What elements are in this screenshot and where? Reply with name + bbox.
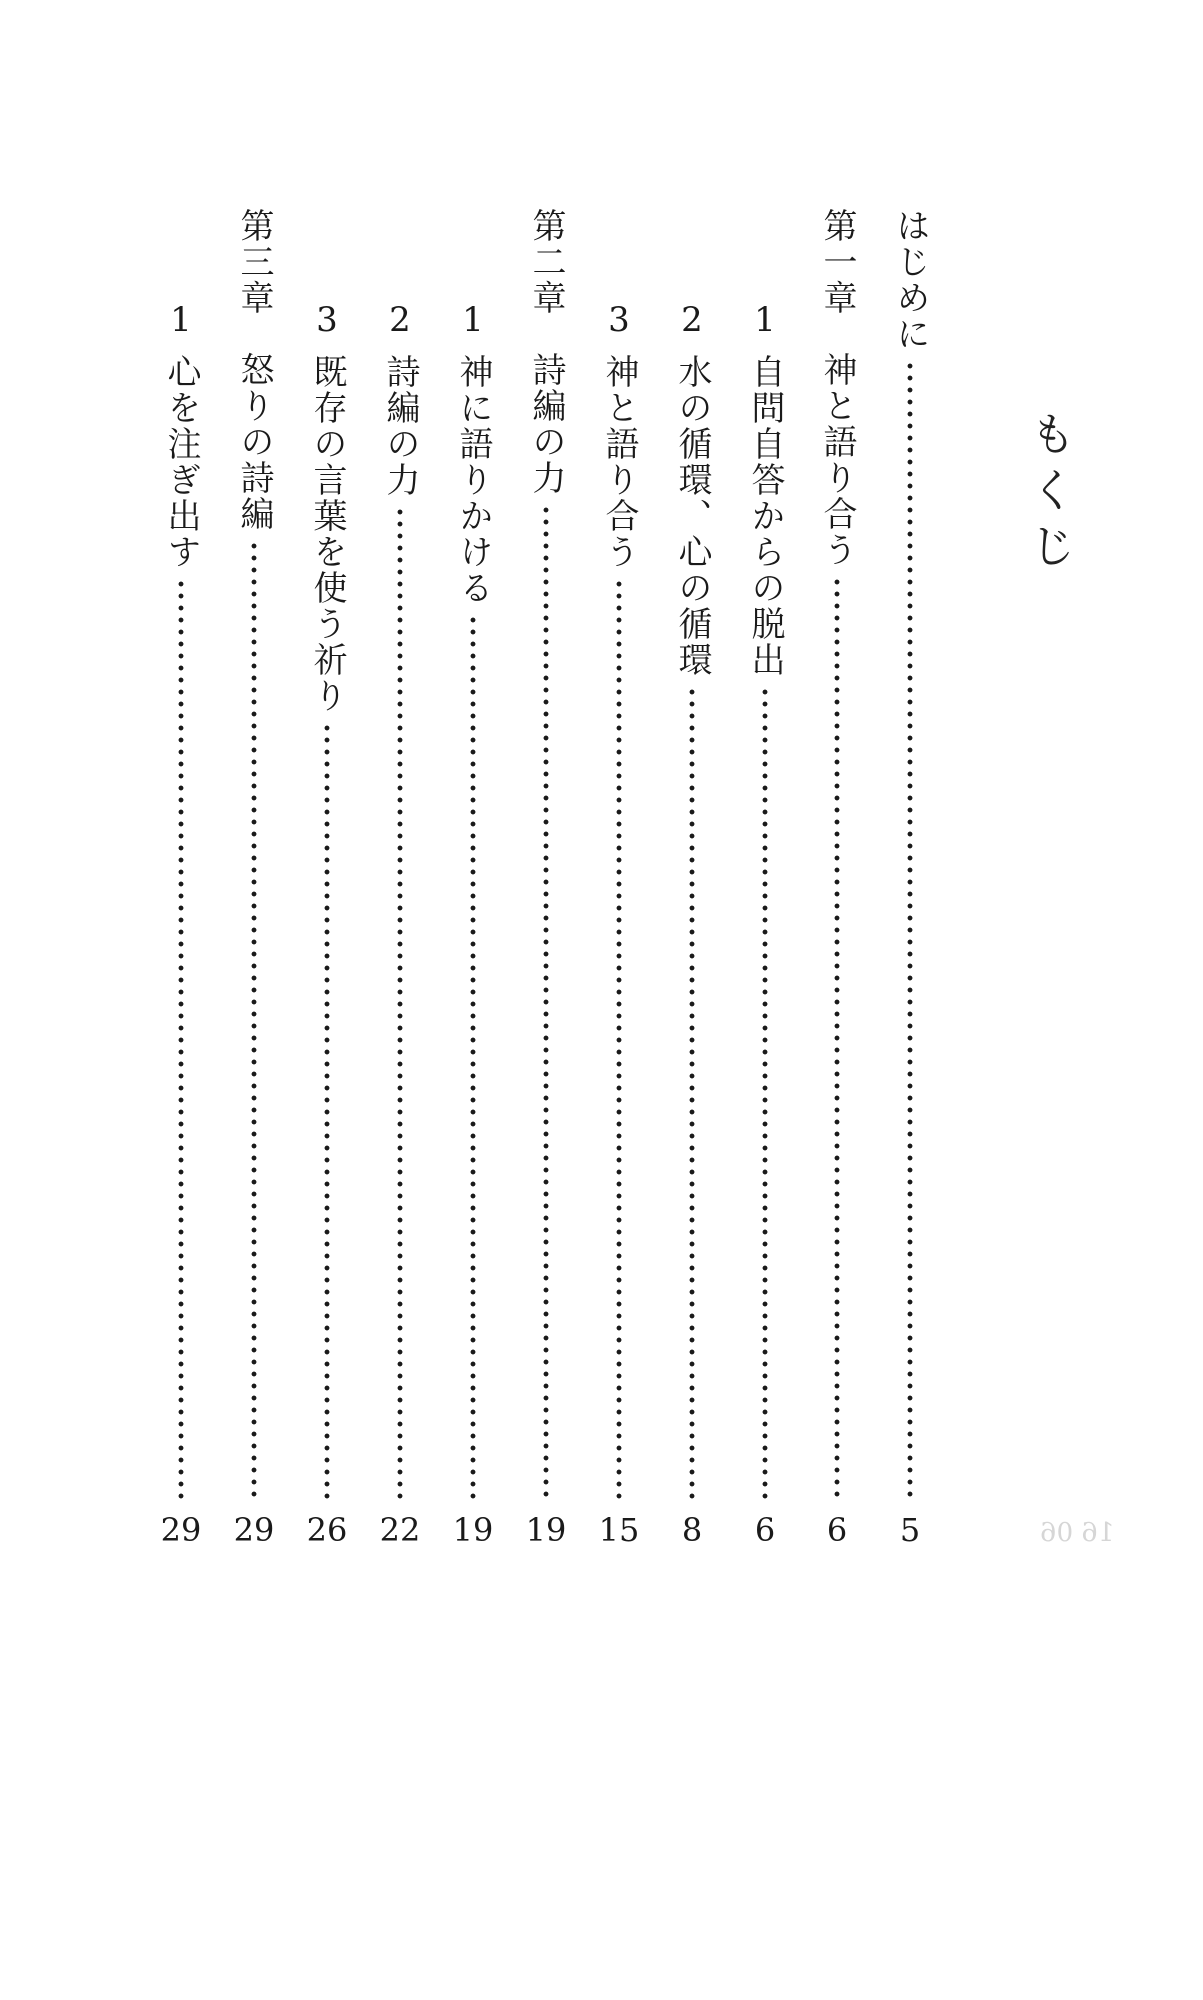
entry-page-number: 19	[525, 1511, 567, 1549]
dot-leader	[689, 686, 695, 1500]
entry-page-number: 15	[598, 1511, 640, 1549]
toc-entry-chapter	[807, 208, 867, 1550]
entry-number: 1	[170, 300, 192, 340]
dot-leader	[834, 576, 840, 1500]
entry-page-number: 6	[754, 1511, 776, 1549]
entry-label: 既存の言葉を使う祈り	[307, 354, 347, 714]
toc-entry-chapter	[224, 208, 284, 1550]
dot-leader	[762, 686, 768, 1500]
entry-label: 第二章 詩編の力	[526, 208, 566, 496]
entry-page-number: 8	[681, 1511, 703, 1549]
dot-leader	[907, 360, 913, 1500]
entry-number: 1	[462, 300, 484, 340]
toc-entry	[735, 300, 795, 1550]
entry-label: 第一章 神と語り合う	[817, 208, 857, 568]
toc-entry	[297, 300, 357, 1550]
dot-leader	[470, 614, 476, 1500]
toc-entry	[151, 300, 211, 1550]
dot-leader	[397, 506, 403, 1500]
entry-page-number: 29	[160, 1511, 202, 1549]
entry-label: 詩編の力	[380, 354, 420, 498]
entry-page-number: 29	[233, 1511, 275, 1549]
toc-entry	[662, 300, 722, 1550]
entry-label: 自問自答からの脱出	[745, 354, 785, 678]
toc-entry	[443, 300, 503, 1550]
entry-number: 3	[316, 300, 338, 340]
entry-number: 1	[754, 300, 776, 340]
toc-entry	[370, 300, 430, 1550]
dot-leader	[178, 578, 184, 1500]
entry-number: 2	[681, 300, 703, 340]
toc-entry	[880, 208, 940, 1550]
entry-page-number: 6	[826, 1511, 848, 1549]
entry-page-number: 19	[452, 1511, 494, 1549]
toc-title: もくじ	[1023, 410, 1077, 578]
entry-number: 2	[389, 300, 411, 340]
entry-page-number: 22	[379, 1511, 421, 1549]
entry-label: 心を注ぎ出す	[161, 354, 201, 570]
dot-leader	[324, 722, 330, 1500]
dot-leader	[543, 504, 549, 1500]
entry-label: はじめに	[890, 208, 930, 352]
toc-entry-chapter	[516, 208, 576, 1550]
entry-number: 3	[608, 300, 630, 340]
entry-label: 第三章 怒りの詩編	[234, 208, 274, 532]
entry-page-number: 26	[306, 1511, 348, 1549]
bleed-through-text: 16 06	[1040, 1518, 1115, 1548]
entry-label: 水の循環、心の循環	[672, 354, 712, 678]
dot-leader	[616, 578, 622, 1500]
entry-page-number: 5	[899, 1511, 921, 1549]
dot-leader	[251, 540, 257, 1500]
toc-entry	[589, 300, 649, 1550]
entry-label: 神に語りかける	[453, 354, 493, 606]
entry-label: 神と語り合う	[599, 354, 639, 570]
